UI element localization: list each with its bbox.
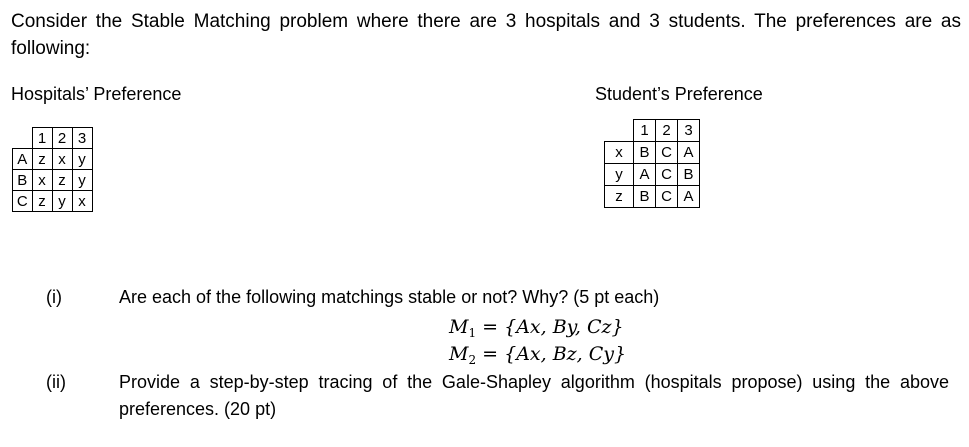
column-header: 1 <box>32 128 52 149</box>
table-cell: A <box>634 164 656 186</box>
matching-m2 <box>449 343 626 367</box>
table-corner <box>605 120 634 142</box>
table-corner <box>13 128 33 149</box>
matching-subscript: 1 <box>468 326 477 340</box>
table-header-row <box>605 120 700 142</box>
table-cell: x <box>32 170 52 191</box>
question-text: Provide a step-by-step tracing of the Gale-Shapley algorithm (hospitals propose) using the above preferences. (20 pt) <box>119 372 949 419</box>
table-cell: C <box>656 164 678 186</box>
matching-subscript: 2 <box>468 353 477 367</box>
table-cell: y <box>72 170 92 191</box>
intro-text: Consider the Stable Matching problem where there are 3 hospitals and 3 students. The preferences are as following: <box>11 11 961 59</box>
row-label: x <box>605 142 634 164</box>
matching-set: = {Ax, By, Cz} <box>476 316 624 338</box>
table-row <box>605 142 700 164</box>
table-cell: z <box>32 149 52 170</box>
table-cell: C <box>656 142 678 164</box>
table-cell: z <box>32 191 52 212</box>
question-text: Are each of the following matchings stable or not? Why? (5 pt each) <box>119 287 660 307</box>
table-cell: C <box>656 186 678 208</box>
table-row <box>605 164 700 186</box>
column-header: 3 <box>678 120 700 142</box>
column-header: 2 <box>656 120 678 142</box>
column-header: 3 <box>72 128 92 149</box>
table-row <box>605 186 700 208</box>
students-preference-table <box>604 119 700 208</box>
table-cell: B <box>634 186 656 208</box>
table-cell: B <box>678 164 700 186</box>
table-cell: B <box>634 142 656 164</box>
column-header: 2 <box>52 128 72 149</box>
row-label: C <box>13 191 33 212</box>
question-number: (i) <box>46 287 62 307</box>
table-row <box>13 170 93 191</box>
table-cell: x <box>72 191 92 212</box>
question-number: (ii) <box>46 372 66 392</box>
table-cell: y <box>52 191 72 212</box>
table-row <box>13 191 93 212</box>
students-title: Student’s Preference <box>595 84 763 104</box>
row-label: z <box>605 186 634 208</box>
hospitals-preference-table <box>12 127 93 212</box>
row-label: A <box>13 149 33 170</box>
matching-name: M <box>449 316 469 338</box>
table-cell: z <box>52 170 72 191</box>
table-cell: A <box>678 142 700 164</box>
matching-m1 <box>449 316 624 340</box>
table-header-row <box>13 128 93 149</box>
column-header: 1 <box>634 120 656 142</box>
row-label: B <box>13 170 33 191</box>
table-cell: y <box>72 149 92 170</box>
row-label: y <box>605 164 634 186</box>
table-cell: A <box>678 186 700 208</box>
matching-set: = {Ax, Bz, Cy} <box>476 343 627 365</box>
table-row <box>13 149 93 170</box>
table-cell: x <box>52 149 72 170</box>
hospitals-title: Hospitals’ Preference <box>11 84 182 104</box>
matching-name: M <box>449 343 469 365</box>
